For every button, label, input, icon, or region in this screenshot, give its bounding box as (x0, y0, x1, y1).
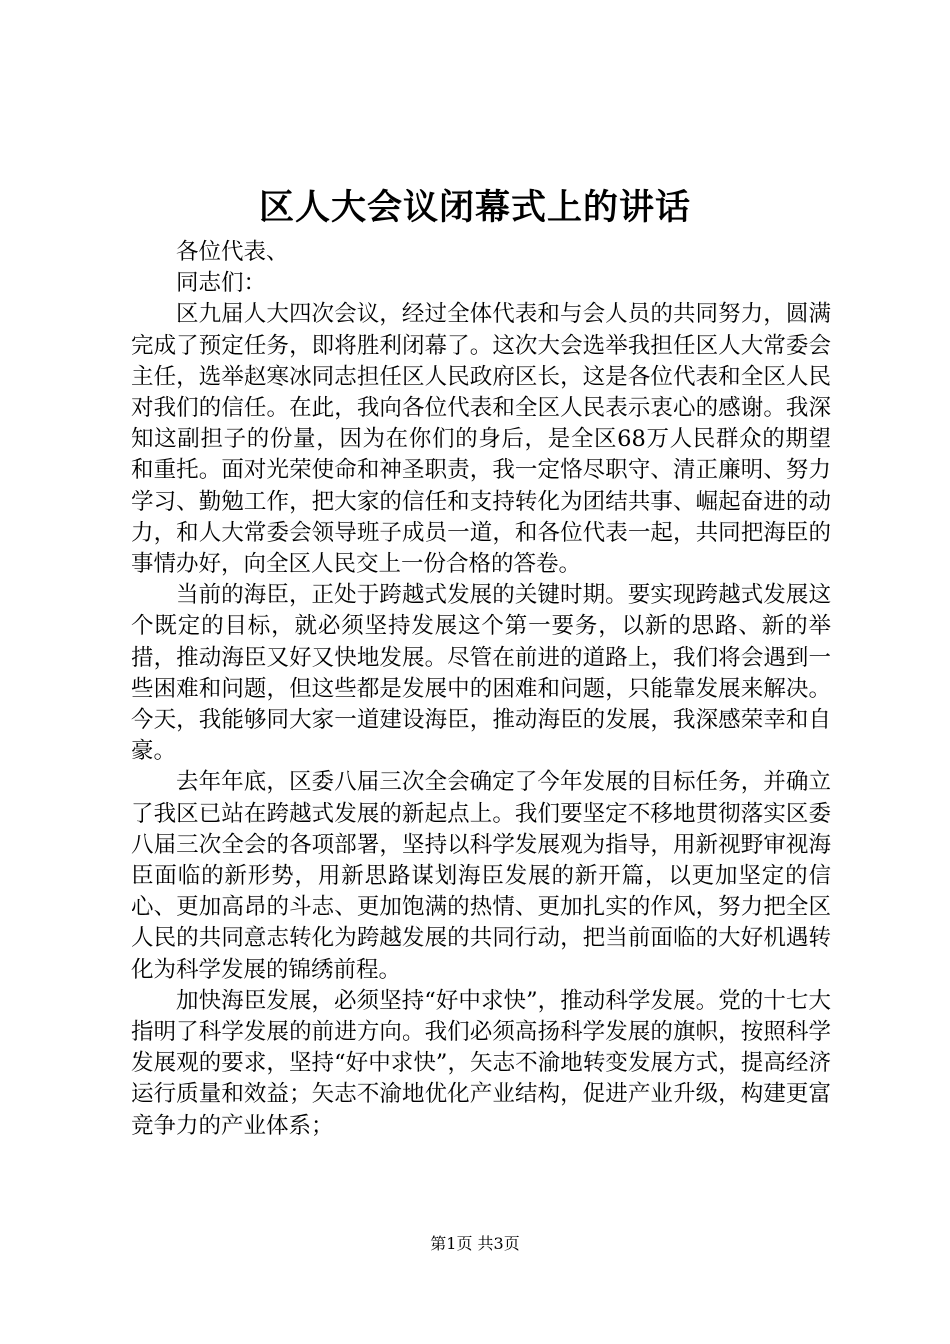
document-body (131, 237, 831, 1142)
salutation-line: 各位代表、 (176, 239, 289, 265)
page-number-footer: 第1页 共3页 (430, 1234, 520, 1253)
body-paragraph: 当前的海臣，正处于跨越式发展的关键时期。要实现跨越式发展这个既定的目标，就必须坚持发展这个第一要务，以新的思路、新的举措，推动海臣又好又快地发展。尽管在前进的道路上，我们将会遇到一些困难和问题，但这些都是发展中的困难和问题，只能靠发展来解决。今天，我能够同大家一道建设海臣，推动海臣的发展，我深感荣幸和自豪。 (131, 582, 831, 765)
salutation-line: 同志们： (176, 270, 267, 297)
body-paragraph: 加快海臣发展，必须坚持“好中求快”，推动科学发展。党的十七大指明了科学发展的前进方向。我们必须高扬科学发展的旗帜，按照科学发展观的要求，坚持“好中求快”，矢志不渝地转变发展方式，提高经济运行质量和效益；矢志不渝地优化产业结构，促进产业升级，构建更富竞争力的产业体系； (131, 987, 831, 1139)
body-paragraph: 去年年底，区委八届三次全会确定了今年发展的目标任务，并确立了我区已站在跨越式发展的新起点上。我们要坚定不移地贯彻落实区委八届三次全会的各项部署，坚持以科学发展观为指导，用新视野审视海臣面临的新形势，用新思路谋划海臣发展的新开篇，以更加坚定的信心、更加高昂的斗志、更加饱满的热情、更加扎实的作风，努力把全区人民的共同意志转化为跨越发展的共同行动，把当前面临的大好机遇转化为科学发展的锦绣前程。 (131, 769, 831, 983)
body-paragraph: 区九届人大四次会议，经过全体代表和与会人员的共同努力，圆满完成了预定任务，即将胜利闭幕了。这次大会选举我担任区人大常委会主任，选举赵寒冰同志担任区人民政府区长，这是各位代表和全区人民对我们的信任。在此，我向各位代表和全区人民表示衷心的感谢。我深知这副担子的份量，因为在你们的身后，是全区68万人民群众的期望和重托。面对光荣使命和神圣职责，我一定恪尽职守、清正廉明、努力学习、勤勉工作，把大家的信任和支持转化为团结共事、崛起奋进的动力，和人大常委会领导班子成员一道，和各位代表一起，共同把海臣的事情办好，向全区人民交上一份合格的答卷。 (131, 301, 831, 578)
document-title: 区人大会议闭幕式上的讲话 (258, 187, 691, 228)
